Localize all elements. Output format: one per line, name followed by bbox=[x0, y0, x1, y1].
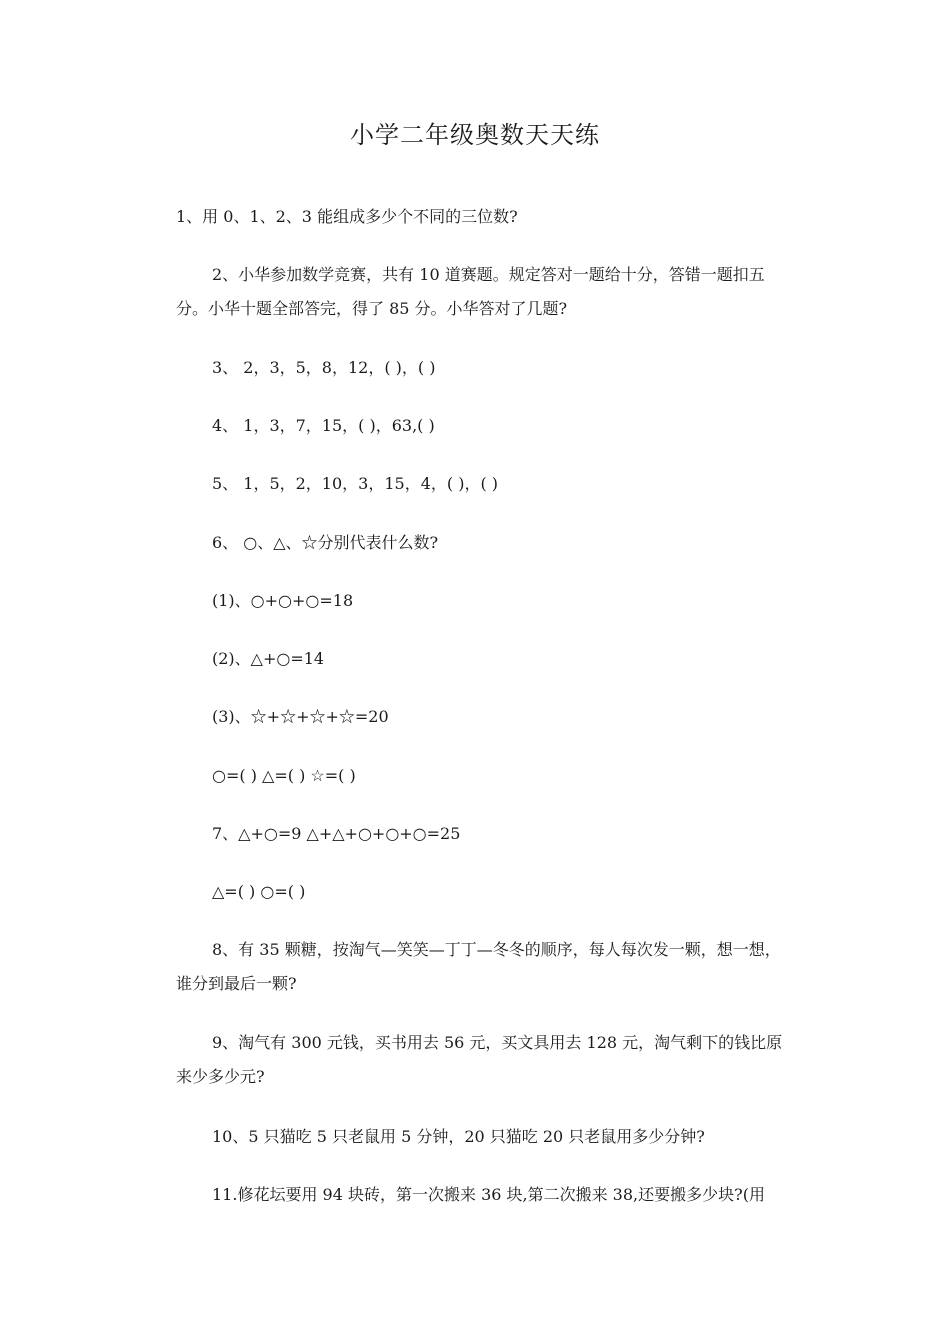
question-8-line-2: 谁分到最后一颗? bbox=[176, 974, 297, 993]
question-6: 6、 ○、△、☆分别代表什么数? bbox=[212, 533, 439, 552]
question-2 bbox=[176, 263, 765, 321]
document-title: 小学二年级奥数天天练 bbox=[350, 121, 600, 149]
question-6-part-1: (1)、○+○+○=18 bbox=[212, 591, 354, 610]
question-9-line-1: 9、淘气有 300 元钱，买书用去 56 元，买文具用去 128 元，淘气剩下的钱比原 bbox=[212, 1033, 783, 1052]
question-6-part-2: (2)、△+○=14 bbox=[212, 649, 325, 668]
question-11: 11.修花坛要用 94 块砖，第一次搬来 36 块,第二次搬来 38,还要搬多少块?(用 bbox=[212, 1185, 765, 1204]
question-5: 5、 1，5，2，10，3，15，4，( )，( ) bbox=[212, 474, 499, 493]
question-8-line-1: 8、有 35 颗糖，按淘气—笑笑—丁丁—冬冬的顺序，每人每次发一颗，想一想， bbox=[212, 940, 781, 959]
question-9-line-2: 来少多少元? bbox=[176, 1067, 265, 1086]
question-4: 4、 1，3，7，15，( )，63,( ) bbox=[212, 416, 435, 435]
question-2-line-2: 分。小华十题全部答完，得了 85 分。小华答对了几题? bbox=[176, 299, 568, 318]
question-3: 3、 2，3，5，8，12，( )，( ) bbox=[212, 358, 436, 377]
question-1: 1、用 0、1、2、3 能组成多少个不同的三位数? bbox=[176, 207, 518, 226]
question-7: 7、△+○=9 △+△+○+○+○=25 bbox=[212, 824, 461, 843]
question-2-line-1: 2、小华参加数学竞赛，共有 10 道赛题。规定答对一题给十分，答错一题扣五 bbox=[212, 265, 765, 284]
question-8 bbox=[176, 938, 781, 996]
question-6-part-3: (3)、☆+☆+☆+☆=20 bbox=[212, 707, 389, 726]
question-10: 10、5 只猫吃 5 只老鼠用 5 分钟，20 只猫吃 20 只老鼠用多少分钟? bbox=[212, 1127, 705, 1146]
question-9 bbox=[176, 1031, 782, 1089]
question-7-answer-blanks: △=( ) ○=( ) bbox=[212, 882, 306, 901]
question-6-answer-blanks: ○=( ) △=( ) ☆=( ) bbox=[212, 766, 356, 785]
